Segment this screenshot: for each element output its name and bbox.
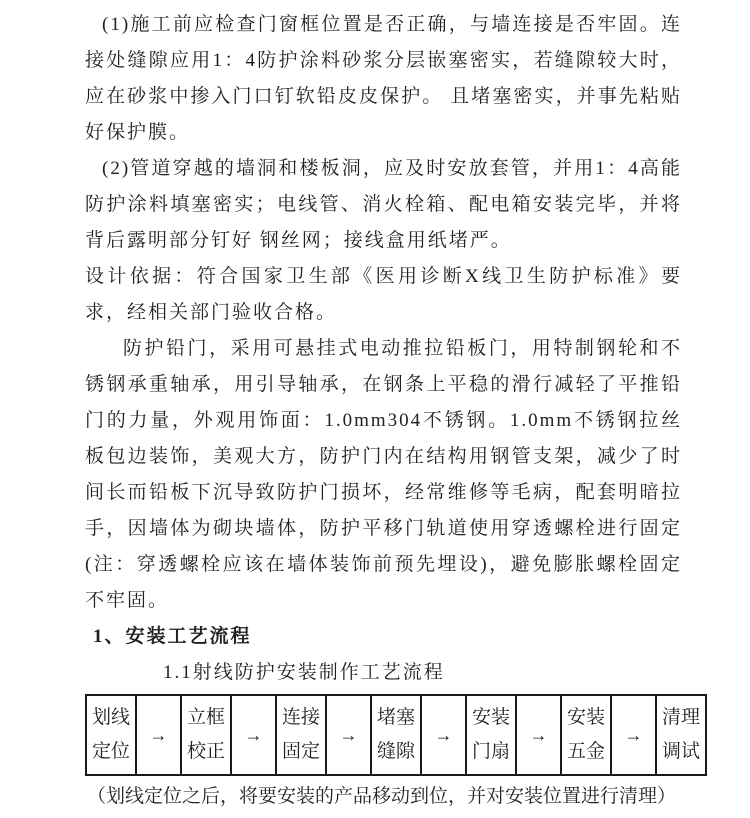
flow-arrow-icon: → xyxy=(136,695,181,775)
paragraph-pipe-openings: (2)管道穿越的墙洞和楼板洞，应及时安放套管，并用1：4高能防护涂料填塞密实；电线管、消火栓箱、配电箱安装完毕，并将背后露明部分钉好 钢丝网；接线盒用纸堵严。 xyxy=(85,158,682,251)
flow-step-line: 定位 xyxy=(91,741,130,762)
flow-step-line: 清理 xyxy=(661,707,700,728)
paragraph-lead-door-description: 防护铅门，采用可悬挂式电动推拉铅板门，用特制钢轮和不锈钢承重轴承，用引导轴承，在钢条上平稳的滑行减轻了平推铅门的力量，外观用饰面：1.0mm304不锈钢。1.0mm不锈钢拉丝板包边装饰，美观大方，防护门内在结构用钢管支架，减少了时间长而铅板下沉导致防护门损坏，经常维修等毛病，配套明暗拉手，因墙体为砌块墙体，防护平移门轨道使用穿透螺栓进行固定(注：穿透螺栓应该在墙体装饰前预先埋设)，避免膨胀螺栓固定不牢固。 xyxy=(85,338,682,611)
flow-step-line: 连接 xyxy=(281,707,320,728)
process-flow-table xyxy=(85,694,707,776)
flow-step-line: 安装 xyxy=(471,707,510,728)
flow-step-line: 调试 xyxy=(661,741,700,762)
flow-arrow-icon: → xyxy=(326,695,371,775)
flow-step-install-hardware xyxy=(561,695,611,775)
flow-step-clean-debug xyxy=(656,695,706,775)
flow-step-line: 校正 xyxy=(186,741,225,762)
paragraph-construction-check: (1)施工前应检查门窗框位置是否正确，与墙连接是否牢固。连接处缝隙应用1：4防护涂料砂浆分层嵌塞密实，若缝隙较大时，应在砂浆中掺入门口钉软铅皮皮保护。 且堵塞密实，并事先粘贴好保护膜。 xyxy=(85,14,682,143)
flow-step-line: 固定 xyxy=(281,741,320,762)
flow-step-seal-gaps xyxy=(371,695,421,775)
flow-step-line: 安装 xyxy=(566,707,605,728)
flow-step-line: 缝隙 xyxy=(376,741,415,762)
flow-step-line: 划线 xyxy=(91,707,130,728)
flow-step-frame-align xyxy=(181,695,231,775)
flow-arrow-icon: → xyxy=(516,695,561,775)
flow-step-line: 门扇 xyxy=(471,741,510,762)
flow-step-mark-position xyxy=(86,695,136,775)
flow-arrow-icon: → xyxy=(231,695,276,775)
flow-step-connect-fix xyxy=(276,695,326,775)
subsection-heading-flow-title: 1.1射线防护安装制作工艺流程 xyxy=(163,662,445,683)
flow-step-line: 堵塞 xyxy=(376,707,415,728)
flow-arrow-icon: → xyxy=(421,695,466,775)
flow-caption: （划线定位之后，将要安装的产品移动到位，并对安装位置进行清理） xyxy=(87,786,677,807)
flow-step-install-door-leaf xyxy=(466,695,516,775)
paragraph-design-basis: 设计依据：符合国家卫生部《医用诊断X线卫生防护标准》要求，经相关部门验收合格。 xyxy=(85,266,682,323)
flow-step-line: 立框 xyxy=(186,707,225,728)
section-heading-installation-process: 1、安装工艺流程 xyxy=(93,626,252,647)
flow-arrow-icon: → xyxy=(611,695,656,775)
flow-step-line: 五金 xyxy=(566,741,605,762)
process-flow-row xyxy=(86,695,706,775)
